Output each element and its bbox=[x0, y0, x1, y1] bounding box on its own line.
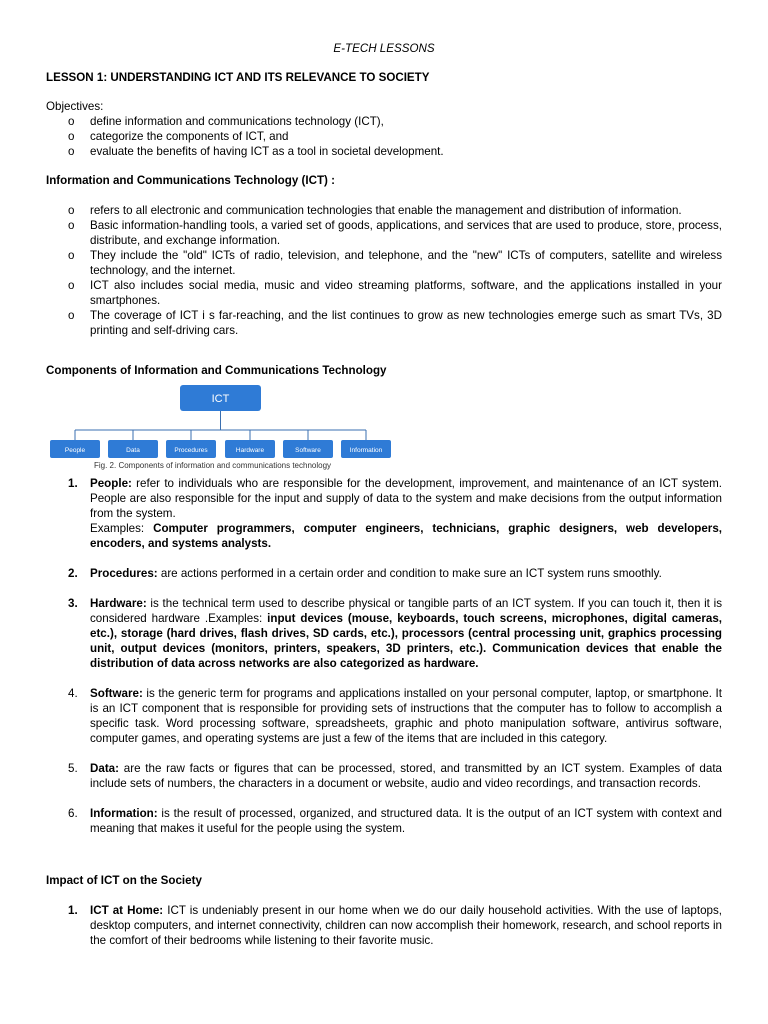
list-text: are actions performed in a certain order and condition to make sure an ICT system runs smoothly. bbox=[157, 567, 662, 580]
list-item: o categorize the components of ICT, and bbox=[68, 130, 289, 143]
list-item: o Basic information-handling tools, a varied set of goods, applications, and services that are used to produce, store, process, distribute, and exchange information. bbox=[68, 219, 722, 247]
bullet-icon: o bbox=[68, 115, 75, 128]
section-heading: Impact of ICT on the Society bbox=[46, 874, 202, 887]
components-heading: Components of Information and Communications Technology bbox=[46, 364, 387, 377]
list-number: 1. bbox=[68, 477, 78, 490]
examples-label: Examples: bbox=[90, 522, 154, 535]
list-number: 2. bbox=[68, 567, 78, 580]
diagram-child-label: Information bbox=[349, 447, 383, 454]
bullet-icon: o bbox=[68, 219, 75, 232]
list-item bbox=[46, 806, 722, 836]
diagram-child-label: Procedures bbox=[174, 447, 208, 454]
impact-list bbox=[46, 903, 722, 948]
objectives-section bbox=[46, 99, 722, 159]
list-text: is the technical term used to describe physical or tangible parts of an ICT system. If you can touch it, then it is considered hardware .Examples: bbox=[90, 597, 722, 625]
list-text: are the raw facts or figures that can be processed, stored, and transmitted by an ICT system. Examples of data include sets of numbers, the characters in a document or website, audio and video recordings, and transaction records. bbox=[90, 762, 722, 790]
list-bold-text: input devices (mouse, keyboards, touch screens, microphones, digital cameras, etc.), storage (hard drives, flash drives, SD cards, etc.), processors (central processing unit, graphics processing unit, output devices (monitors, printers, speakers, 3D printers, etc.). Communication devices that enable the distribution of data across networks are also categorized as hardware. bbox=[90, 612, 723, 670]
diagram-svg bbox=[46, 380, 396, 460]
list-item bbox=[46, 903, 722, 948]
diagram-child-label: Software bbox=[295, 447, 321, 454]
diagram-children bbox=[50, 430, 391, 458]
list-term: People: bbox=[90, 477, 132, 490]
bullet-icon: o bbox=[68, 249, 75, 262]
diagram-root-label: ICT bbox=[211, 393, 230, 405]
list-item bbox=[46, 686, 722, 746]
list-term: Hardware: bbox=[90, 597, 147, 610]
list-item: o evaluate the benefits of having ICT as a tool in societal development. bbox=[68, 145, 444, 158]
list-term: Software: bbox=[90, 687, 143, 700]
list-term: ICT at Home: bbox=[90, 904, 164, 917]
list-item: o refers to all electronic and communication technologies that enable the management and distribution of information. bbox=[68, 204, 682, 217]
objectives-heading: Objectives: bbox=[46, 100, 104, 113]
examples-text: Computer programmers, computer engineers, technicians, graphic designers, web developers, encoders, and systems analysts. bbox=[90, 522, 722, 550]
list-number: 6. bbox=[68, 807, 78, 820]
figure-caption: Fig. 2. Components of information and communications technology bbox=[94, 461, 332, 470]
list-item: o ICT also includes social media, music and video streaming platforms, software, and the applications installed in your smartphones. bbox=[68, 279, 722, 307]
diagram-child-label: People bbox=[64, 447, 86, 454]
diagram-child-label: Hardware bbox=[235, 447, 265, 454]
list-text: ICT is undeniably present in our home when we do our daily household activities. With the use of laptops, desktop computers, and internet connectivity, children can now accomplish their homework, research, and school reports in the comfort of their bedrooms while listening to their favorite music. bbox=[90, 904, 723, 947]
bullet-icon: o bbox=[68, 130, 75, 143]
list-item: o They include the "old" ICTs of radio, television, and telephone, and the "new" ICTs of computers, satellite and wireless technology, and the internet. bbox=[68, 249, 722, 277]
diagram-child-label: Data bbox=[126, 447, 140, 454]
list-item bbox=[46, 596, 722, 671]
list-text: is the generic term for programs and applications installed on your personal computer, laptop, or smartphone. It is an ICT component that is responsible for providing sets of instructions that the computer has to follow to accomplish a specific task. Word processing software, spreadsheets, graphic and photo manipulation software, antivirus software, computer games, and operating systems are just a few of the items that are included in this category. bbox=[90, 687, 722, 745]
bullet-icon: o bbox=[68, 309, 75, 322]
list-term: Procedures: bbox=[90, 567, 158, 580]
ict-list bbox=[46, 203, 722, 338]
ict-section bbox=[46, 173, 722, 338]
list-term: Data: bbox=[90, 762, 119, 775]
components-list bbox=[46, 476, 722, 836]
impact-section bbox=[46, 873, 722, 948]
list-item: o define information and communications technology (ICT), bbox=[68, 115, 384, 128]
list-item: o The coverage of ICT i s far-reaching, and the list continues to grow as new technologies emerge such as smart TVs, 3D printing and self-driving cars. bbox=[68, 309, 722, 337]
document-title: E-TECH LESSONS bbox=[333, 42, 435, 55]
list-number: 5. bbox=[68, 762, 78, 775]
list-number: 3. bbox=[68, 597, 78, 610]
section-heading: Information and Communications Technology (ICT) : bbox=[46, 174, 335, 187]
list-item bbox=[46, 476, 722, 551]
bullet-icon: o bbox=[68, 204, 75, 217]
list-text: refer to individuals who are responsible for the development, improvement, and maintenance of an ICT system. People are also responsible for the input and supply of data to the system and make decisions from the output information from the system. bbox=[90, 477, 722, 520]
lesson-title: LESSON 1: UNDERSTANDING ICT AND ITS RELEVANCE TO SOCIETY bbox=[46, 71, 430, 84]
list-text: is the result of processed, organized, and structured data. It is the output of an ICT system with context and meaning that makes it useful for the people using the system. bbox=[90, 807, 722, 835]
list-term: Information: bbox=[90, 807, 158, 820]
list-item bbox=[46, 761, 722, 791]
components-list-section bbox=[46, 476, 722, 836]
list-number: 4. bbox=[68, 687, 78, 700]
bullet-icon: o bbox=[68, 145, 75, 158]
list-item bbox=[46, 566, 722, 581]
bullet-icon: o bbox=[68, 279, 75, 292]
list-number: 1. bbox=[68, 904, 78, 917]
objectives-list bbox=[46, 114, 722, 159]
